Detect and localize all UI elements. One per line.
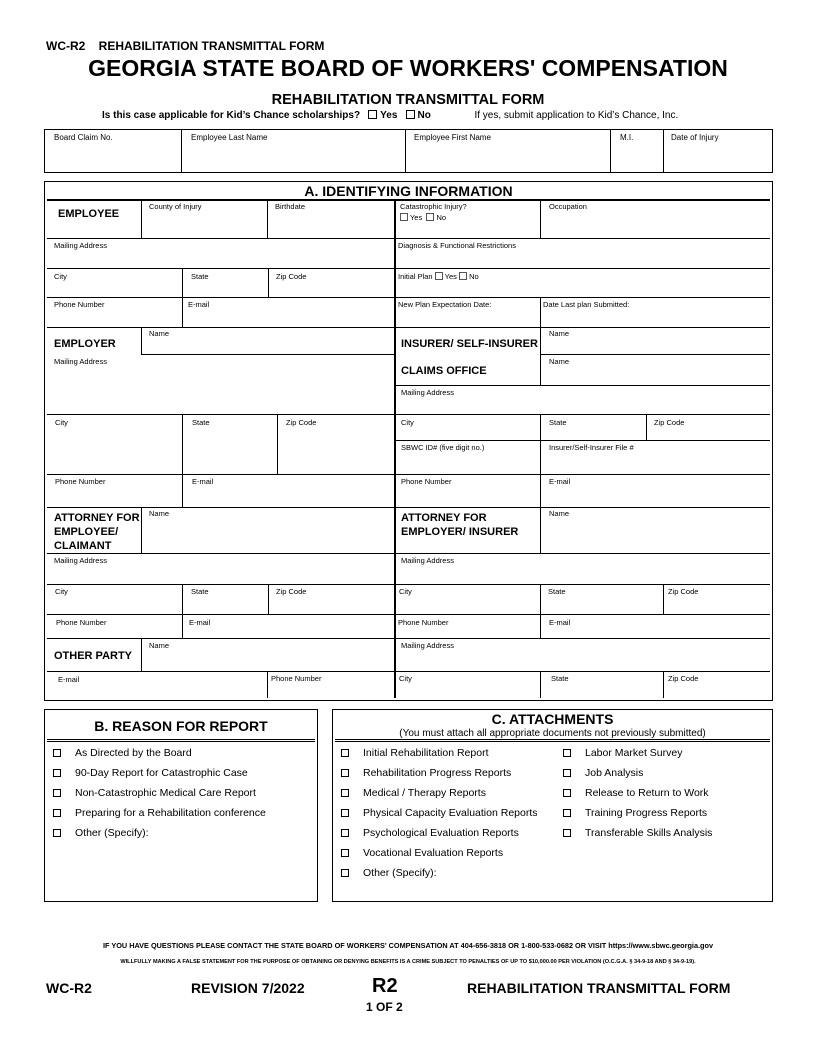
attachment-left-4-checkbox[interactable] (341, 809, 349, 817)
attachment-left-6[interactable] (341, 847, 503, 859)
employee-zip-label: Zip Code (276, 272, 307, 281)
catastrophic-no-label: No (436, 213, 447, 222)
attachment-left-1-label: Initial Rehabilitation Report (363, 747, 489, 759)
attorney-employer-phone-label: Phone Number (398, 618, 449, 627)
attachment-right-1-label: Labor Market Survey (585, 747, 683, 759)
attachment-right-2-label: Job Analysis (585, 767, 644, 779)
attachment-left-2[interactable] (341, 767, 511, 779)
agency-title: GEORGIA STATE BOARD OF WORKERS' COMPENSATION (88, 55, 728, 81)
attachment-right-5-label: Transferable Skills Analysis (585, 827, 713, 839)
occupation-label: Occupation (549, 202, 587, 211)
insurer-name-label: Name (549, 329, 570, 338)
initial-plan-yes-label: Yes (444, 272, 457, 281)
birthdate-label: Birthdate (275, 202, 306, 211)
catastrophic-label: Catastrophic Injury? (400, 202, 467, 211)
attachment-right-3-label: Release to Return to Work (585, 787, 709, 799)
employer-state-label: State (192, 418, 210, 427)
mi-input[interactable] (616, 148, 658, 168)
attorney-employee-mailing-label: Mailing Address (54, 556, 107, 565)
attorney-employer-mailing-label: Mailing Address (401, 556, 454, 565)
form-code-top: WC-R2 REHABILITATION TRANSMITTAL FORM (46, 39, 325, 53)
insurer-heading: INSURER/ SELF-INSURER (401, 338, 538, 350)
attachment-left-3-checkbox[interactable] (341, 789, 349, 797)
footer-form-code: WC-R2 (46, 980, 92, 996)
employee-first-name-input[interactable] (411, 148, 605, 168)
attorney-employee-state-label: State (191, 587, 209, 596)
kids-chance-yes-checkbox[interactable] (368, 110, 377, 119)
insurer-file-label: Insurer/Self-Insurer File # (549, 443, 634, 452)
kids-chance-question: Is this case applicable for Kid’s Chance scholarships? (102, 110, 361, 121)
employee-last-name-input[interactable] (187, 148, 400, 168)
attorney-employer-email-label: E-mail (549, 618, 571, 627)
employer-phone-label: Phone Number (55, 477, 106, 486)
catastrophic-yes-checkbox[interactable] (400, 213, 408, 221)
reason-item-2[interactable] (53, 767, 248, 779)
catastrophic-options (400, 213, 446, 222)
page-title: REHABILITATION TRANSMITTAL FORM (271, 92, 545, 108)
attachment-left-6-checkbox[interactable] (341, 849, 349, 857)
catastrophic-no-checkbox[interactable] (426, 213, 434, 221)
initial-plan-yes-checkbox[interactable] (435, 272, 443, 280)
attachment-left-1-checkbox[interactable] (341, 749, 349, 757)
attorney-employer-city-label: City (399, 587, 412, 596)
new-plan-label: New Plan Expectation Date: (398, 300, 492, 309)
catastrophic-yes-label: Yes (409, 213, 423, 222)
kids-chance-no-checkbox[interactable] (406, 110, 415, 119)
attachment-left-5-label: Psychological Evaluation Reports (363, 827, 519, 839)
claims-office-name-label: Name (549, 357, 570, 366)
reason-item-4-checkbox[interactable] (53, 809, 61, 817)
attorney-employee-name-label: Name (149, 509, 170, 518)
attachment-left-1[interactable] (341, 747, 489, 759)
employee-last-name-label: Employee Last Name (191, 133, 268, 142)
attachment-left-3[interactable] (341, 787, 486, 799)
attachment-right-1-checkbox[interactable] (563, 749, 571, 757)
employee-first-name-label: Employee First Name (414, 133, 491, 142)
employee-email-label: E-mail (188, 300, 210, 309)
attorney-employer-zip-label: Zip Code (668, 587, 699, 596)
employer-name-label: Name (149, 329, 170, 338)
reason-item-3-checkbox[interactable] (53, 789, 61, 797)
attachment-right-4[interactable] (563, 807, 707, 819)
reason-item-1-label: As Directed by the Board (75, 747, 192, 759)
reason-item-4-label: Preparing for a Rehabilitation conference (75, 807, 266, 819)
claims-state-label: State (549, 418, 567, 427)
initial-plan-text: Initial Plan (398, 272, 433, 281)
attachment-right-5[interactable] (563, 827, 712, 839)
attorney-employer-state-label: State (548, 587, 566, 596)
attachment-left-2-checkbox[interactable] (341, 769, 349, 777)
section-c-title: C. ATTACHMENTS (491, 711, 614, 727)
insurer-email-label: E-mail (549, 477, 571, 486)
attorney-employee-line3: CLAIMANT (54, 540, 112, 552)
attorney-employee-heading (54, 511, 140, 553)
footer-page-number: 1 OF 2 (366, 1000, 403, 1014)
attachment-right-4-checkbox[interactable] (563, 809, 571, 817)
reason-item-1-checkbox[interactable] (53, 749, 61, 757)
section-a-title: A. IDENTIFYING INFORMATION (304, 183, 513, 199)
other-party-state-label: State (551, 674, 569, 683)
reason-item-2-label: 90-Day Report for Catastrophic Case (75, 767, 248, 779)
other-party-email-label: E-mail (58, 675, 80, 684)
attachment-left-7-checkbox[interactable] (341, 869, 349, 877)
attorney-employer-heading (401, 511, 518, 539)
employer-email-label: E-mail (192, 477, 214, 486)
section-b-title: B. REASON FOR REPORT (94, 718, 268, 734)
footer-revision: REVISION 7/2022 (191, 980, 305, 996)
attachment-left-3-label: Medical / Therapy Reports (363, 787, 486, 799)
attorney-employee-line1: ATTORNEY FOR (54, 512, 140, 524)
footer-r2: R2 (372, 975, 398, 997)
mi-label: M.I. (620, 133, 634, 142)
diagnosis-label: Diagnosis & Functional Restrictions (398, 241, 516, 250)
attachment-left-4-label: Physical Capacity Evaluation Reports (363, 807, 538, 819)
board-claim-label: Board Claim No. (54, 133, 113, 142)
attachment-right-2[interactable] (563, 767, 643, 779)
attachment-right-1[interactable] (563, 747, 682, 759)
attachment-right-3-checkbox[interactable] (563, 789, 571, 797)
attachment-left-6-label: Vocational Evaluation Reports (363, 847, 504, 859)
employer-mailing-label: Mailing Address (54, 357, 107, 366)
reason-item-1[interactable] (53, 747, 192, 759)
insurer-phone-label: Phone Number (401, 477, 452, 486)
footer-form-title: REHABILITATION TRANSMITTAL FORM (467, 980, 731, 996)
other-party-city-label: City (399, 674, 412, 683)
footer-warning: WILLFULLY MAKING A FALSE STATEMENT FOR THE PURPOSE OF OBTAINING OR DENYING BENEFITS IS A CRIME SUBJECT TO PENALTIES OF UP TO $10,000.00 PER VIOLATION (O.C.G.A. § 34-9-18 AND § 34-9-19). (120, 959, 696, 965)
attachment-left-2-label: Rehabilitation Progress Reports (363, 767, 512, 779)
reason-item-2-checkbox[interactable] (53, 769, 61, 777)
other-party-zip-label: Zip Code (668, 674, 699, 683)
other-party-mailing-label: Mailing Address (401, 641, 454, 650)
attorney-employer-line2: EMPLOYER/ INSURER (401, 526, 519, 538)
reason-item-4[interactable] (53, 807, 266, 819)
last-plan-label: Date Last plan Submitted: (543, 300, 630, 309)
employee-state-label: State (191, 272, 209, 281)
reason-item-5[interactable] (53, 827, 149, 839)
employee-phone-label: Phone Number (54, 300, 105, 309)
reason-item-5-checkbox[interactable] (53, 829, 61, 837)
claims-city-label: City (401, 418, 414, 427)
other-party-phone-label: Phone Number (271, 674, 322, 683)
attachment-left-7-label: Other (Specify): (363, 867, 437, 879)
board-claim-input[interactable] (50, 148, 176, 168)
employer-zip-label: Zip Code (286, 418, 317, 427)
kids-chance-yes-label: Yes (380, 110, 398, 121)
initial-plan-no-label: No (469, 272, 479, 281)
attorney-employee-phone-label: Phone Number (56, 618, 107, 627)
attorney-employer-name-label: Name (549, 509, 570, 518)
county-label: County of Injury (149, 202, 202, 211)
attachment-left-5[interactable] (341, 827, 519, 839)
initial-plan-no-checkbox[interactable] (459, 272, 467, 280)
sbwc-id-label: SBWC ID# (five digit no.) (401, 443, 485, 452)
attachment-right-4-label: Training Progress Reports (585, 807, 708, 819)
kids-chance-row (102, 110, 678, 121)
reason-item-3-label: Non-Catastrophic Medical Care Report (75, 787, 256, 799)
footer-questions: IF YOU HAVE QUESTIONS PLEASE CONTACT THE STATE BOARD OF WORKERS' COMPENSATION AT 404-656-3818 OR 1-800-533-0682 OR VISIT https://www.sbwc.georgia.gov (102, 941, 714, 950)
reason-item-5-label: Other (Specify): (75, 827, 149, 839)
attachment-left-7[interactable] (341, 867, 437, 879)
attachment-right-3[interactable] (563, 787, 709, 799)
attorney-employee-line2: EMPLOYEE/ (54, 526, 119, 538)
section-b (44, 709, 318, 902)
date-of-injury-label: Date of Injury (671, 133, 719, 142)
attorney-employee-email-label: E-mail (189, 618, 211, 627)
attorney-employee-zip-label: Zip Code (276, 587, 307, 596)
kids-chance-note: If yes, submit application to Kid’s Chance, Inc. (474, 110, 679, 121)
reason-item-3[interactable] (53, 787, 256, 799)
employee-mailing-label: Mailing Address (54, 241, 107, 250)
employer-heading: EMPLOYER (54, 338, 116, 350)
employee-heading: EMPLOYEE (58, 208, 120, 220)
claims-zip-label: Zip Code (654, 418, 685, 427)
attachment-left-4[interactable] (341, 807, 538, 819)
employee-city-label: City (54, 272, 67, 281)
attachment-left-5-checkbox[interactable] (341, 829, 349, 837)
claims-office-mailing-label: Mailing Address (401, 388, 454, 397)
attorney-employer-line1: ATTORNEY FOR (401, 512, 487, 524)
other-party-name-label: Name (149, 641, 170, 650)
date-of-injury-input[interactable] (669, 148, 769, 168)
other-party-heading: OTHER PARTY (54, 650, 133, 662)
employer-city-label: City (55, 418, 68, 427)
section-c-subtitle: (You must attach all appropriate documents not previously submitted) (399, 728, 706, 739)
claims-office-heading: CLAIMS OFFICE (401, 365, 487, 377)
attorney-employee-city-label: City (55, 587, 68, 596)
attachment-right-5-checkbox[interactable] (563, 829, 571, 837)
initial-plan-label (398, 272, 479, 281)
attachment-right-2-checkbox[interactable] (563, 769, 571, 777)
kids-chance-no-label: No (417, 110, 431, 121)
